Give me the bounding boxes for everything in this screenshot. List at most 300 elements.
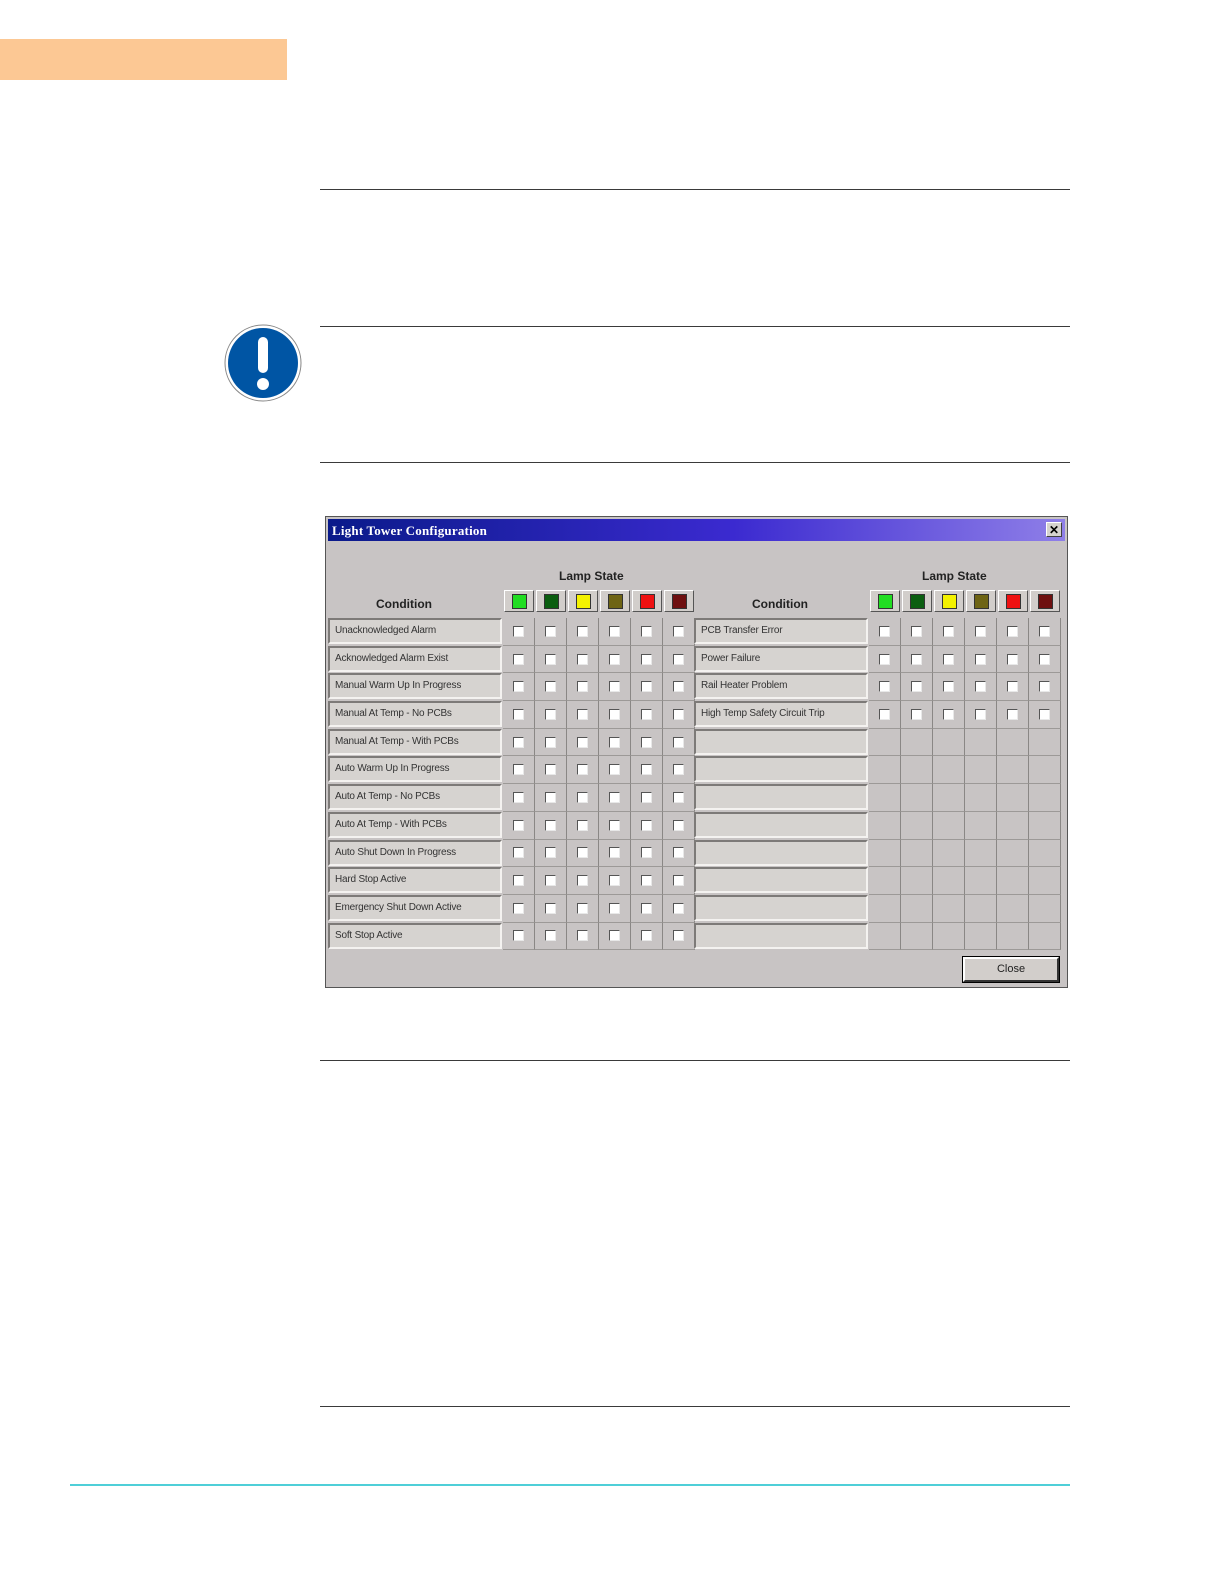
lamp-cell xyxy=(567,840,599,868)
lamp-cell xyxy=(901,729,933,757)
lamp-checkbox[interactable] xyxy=(577,875,588,886)
lamp-checkbox[interactable] xyxy=(641,903,652,914)
lamp-cell xyxy=(567,673,599,701)
lamp-checkbox[interactable] xyxy=(513,654,524,665)
lamp-cell xyxy=(663,840,695,868)
lamp-cell xyxy=(933,923,965,951)
lamp-cell xyxy=(535,840,567,868)
lamp-checkbox[interactable] xyxy=(545,875,556,886)
lamp-cell xyxy=(663,673,695,701)
lamp-checkbox[interactable] xyxy=(673,764,684,775)
lamp-cell xyxy=(997,867,1029,895)
lamp-checkbox[interactable] xyxy=(577,737,588,748)
lamp-color-5 xyxy=(632,590,662,612)
lamp-cell xyxy=(933,812,965,840)
lamp-checkbox[interactable] xyxy=(1007,681,1018,692)
lamp-cell xyxy=(901,701,933,729)
lamp-cell xyxy=(869,840,901,868)
lamp-checkbox[interactable] xyxy=(609,737,620,748)
lamp-cell xyxy=(599,673,631,701)
condition-label xyxy=(694,784,868,810)
lamp-checkbox[interactable] xyxy=(513,764,524,775)
lamp-checkbox[interactable] xyxy=(879,626,890,637)
lamp-cell xyxy=(965,701,997,729)
condition-label xyxy=(694,895,868,921)
lamp-cell xyxy=(503,618,535,646)
lamp-checkbox[interactable] xyxy=(641,764,652,775)
lamp-cell xyxy=(1029,729,1061,757)
lamp-cell xyxy=(535,729,567,757)
lamp-cell xyxy=(631,784,663,812)
lamp-checkbox[interactable] xyxy=(673,681,684,692)
lamp-cell xyxy=(1029,701,1061,729)
condition-header: Condition xyxy=(752,597,808,611)
lamp-state-header: Lamp State xyxy=(922,569,987,583)
light-tower-dialog xyxy=(325,516,1068,988)
condition-label: Rail Heater Problem xyxy=(694,673,868,699)
lamp-checkbox[interactable] xyxy=(879,709,890,720)
lamp-checkbox[interactable] xyxy=(609,820,620,831)
lamp-cell xyxy=(599,840,631,868)
lamp-color-4 xyxy=(966,590,996,612)
lamp-checkbox[interactable] xyxy=(609,792,620,803)
lamp-color-row xyxy=(870,590,1062,612)
lamp-cell xyxy=(933,840,965,868)
lamp-cell xyxy=(965,784,997,812)
condition-label: Power Failure xyxy=(694,646,868,672)
lamp-color-4 xyxy=(600,590,630,612)
condition-label: High Temp Safety Circuit Trip xyxy=(694,701,868,727)
lamp-cell xyxy=(997,784,1029,812)
page-tab-marker xyxy=(0,39,287,80)
lamp-cell xyxy=(869,895,901,923)
lamp-cell xyxy=(901,618,933,646)
lamp-checkbox[interactable] xyxy=(609,847,620,858)
lamp-checkbox[interactable] xyxy=(673,792,684,803)
lamp-checkbox[interactable] xyxy=(545,764,556,775)
condition-row xyxy=(328,618,695,646)
divider xyxy=(320,1060,1070,1061)
divider xyxy=(320,462,1070,463)
condition-row xyxy=(694,756,1061,784)
condition-label: Auto Shut Down In Progress xyxy=(328,840,502,866)
lamp-checkbox[interactable] xyxy=(513,875,524,886)
lamp-checkbox[interactable] xyxy=(673,626,684,637)
condition-row xyxy=(328,784,695,812)
lamp-checkbox[interactable] xyxy=(513,792,524,803)
condition-row xyxy=(328,867,695,895)
lamp-cell xyxy=(1029,673,1061,701)
divider xyxy=(320,326,1070,327)
lamp-checkbox[interactable] xyxy=(1039,654,1050,665)
condition-row xyxy=(328,840,695,868)
lamp-checkbox[interactable] xyxy=(641,820,652,831)
lamp-cell xyxy=(1029,840,1061,868)
lamp-cell xyxy=(663,701,695,729)
lamp-checkbox[interactable] xyxy=(609,654,620,665)
lamp-checkbox[interactable] xyxy=(943,709,954,720)
lamp-color-3 xyxy=(934,590,964,612)
condition-row xyxy=(328,646,695,674)
condition-label: Auto At Temp - No PCBs xyxy=(328,784,502,810)
lamp-cell xyxy=(535,618,567,646)
lamp-cell xyxy=(997,840,1029,868)
lamp-cell xyxy=(965,618,997,646)
condition-label xyxy=(694,756,868,782)
lamp-checkbox[interactable] xyxy=(879,654,890,665)
lamp-cell xyxy=(901,756,933,784)
lamp-checkbox[interactable] xyxy=(975,654,986,665)
condition-label: Unacknowledged Alarm xyxy=(328,618,502,644)
lamp-swatch xyxy=(640,594,655,609)
lamp-checkbox[interactable] xyxy=(641,654,652,665)
lamp-swatch xyxy=(544,594,559,609)
exclamation-warning-icon xyxy=(224,324,302,402)
lamp-cell xyxy=(631,646,663,674)
condition-row xyxy=(328,673,695,701)
condition-label: Manual At Temp - With PCBs xyxy=(328,729,502,755)
lamp-cell xyxy=(631,618,663,646)
lamp-cell xyxy=(965,840,997,868)
lamp-checkbox[interactable] xyxy=(513,820,524,831)
lamp-cell xyxy=(503,895,535,923)
lamp-swatch xyxy=(878,594,893,609)
lamp-cell xyxy=(901,784,933,812)
lamp-cell xyxy=(503,673,535,701)
condition-label: Hard Stop Active xyxy=(328,867,502,893)
lamp-color-3 xyxy=(568,590,598,612)
lamp-checkbox[interactable] xyxy=(911,626,922,637)
lamp-checkbox[interactable] xyxy=(545,792,556,803)
lamp-cell xyxy=(503,784,535,812)
condition-row xyxy=(694,673,1061,701)
condition-label xyxy=(694,729,868,755)
lamp-checkbox[interactable] xyxy=(641,626,652,637)
lamp-cell xyxy=(567,701,599,729)
lamp-checkbox[interactable] xyxy=(577,930,588,941)
lamp-checkbox[interactable] xyxy=(609,903,620,914)
lamp-checkbox[interactable] xyxy=(545,903,556,914)
lamp-cell xyxy=(567,812,599,840)
lamp-cell xyxy=(869,812,901,840)
lamp-color-5 xyxy=(998,590,1028,612)
lamp-checkbox[interactable] xyxy=(673,930,684,941)
lamp-checkbox[interactable] xyxy=(545,626,556,637)
lamp-cell xyxy=(869,701,901,729)
lamp-checkbox[interactable] xyxy=(641,792,652,803)
condition-row xyxy=(328,701,695,729)
lamp-checkbox[interactable] xyxy=(577,792,588,803)
lamp-cell xyxy=(535,923,567,951)
condition-label xyxy=(694,812,868,838)
lamp-cell xyxy=(965,923,997,951)
lamp-cell xyxy=(535,784,567,812)
lamp-checkbox[interactable] xyxy=(577,903,588,914)
lamp-cell xyxy=(901,867,933,895)
lamp-checkbox[interactable] xyxy=(609,626,620,637)
lamp-cell xyxy=(535,673,567,701)
lamp-checkbox[interactable] xyxy=(577,847,588,858)
lamp-cell xyxy=(503,923,535,951)
lamp-cell xyxy=(1029,646,1061,674)
lamp-checkbox[interactable] xyxy=(943,626,954,637)
lamp-checkbox[interactable] xyxy=(673,847,684,858)
lamp-cell xyxy=(965,812,997,840)
lamp-checkbox[interactable] xyxy=(577,764,588,775)
lamp-checkbox[interactable] xyxy=(513,903,524,914)
lamp-cell xyxy=(869,867,901,895)
lamp-checkbox[interactable] xyxy=(673,737,684,748)
lamp-cell xyxy=(869,646,901,674)
lamp-cell xyxy=(1029,618,1061,646)
lamp-checkbox[interactable] xyxy=(673,709,684,720)
lamp-checkbox[interactable] xyxy=(577,820,588,831)
lamp-cell xyxy=(997,729,1029,757)
lamp-cell xyxy=(663,646,695,674)
lamp-swatch xyxy=(672,594,687,609)
lamp-cell xyxy=(631,840,663,868)
condition-label: Acknowledged Alarm Exist xyxy=(328,646,502,672)
lamp-checkbox[interactable] xyxy=(673,820,684,831)
lamp-cell xyxy=(631,729,663,757)
lamp-cell xyxy=(503,646,535,674)
condition-row xyxy=(328,923,695,951)
dialog-titlebar xyxy=(328,519,1065,541)
lamp-cell xyxy=(933,618,965,646)
lamp-cell xyxy=(997,673,1029,701)
lamp-checkbox[interactable] xyxy=(943,681,954,692)
lamp-checkbox[interactable] xyxy=(609,709,620,720)
lamp-checkbox[interactable] xyxy=(975,709,986,720)
lamp-checkbox[interactable] xyxy=(513,626,524,637)
lamp-checkbox[interactable] xyxy=(673,875,684,886)
condition-label: Auto Warm Up In Progress xyxy=(328,756,502,782)
lamp-color-1 xyxy=(504,590,534,612)
lamp-cell xyxy=(997,923,1029,951)
lamp-checkbox[interactable] xyxy=(1007,709,1018,720)
lamp-cell xyxy=(631,812,663,840)
lamp-cell xyxy=(965,673,997,701)
lamp-cell xyxy=(599,923,631,951)
lamp-checkbox[interactable] xyxy=(641,737,652,748)
lamp-cell xyxy=(901,812,933,840)
lamp-checkbox[interactable] xyxy=(673,654,684,665)
lamp-cell xyxy=(535,895,567,923)
lamp-checkbox[interactable] xyxy=(641,930,652,941)
lamp-cell xyxy=(869,618,901,646)
condition-label xyxy=(694,923,868,949)
lamp-swatch xyxy=(942,594,957,609)
lamp-cell xyxy=(901,923,933,951)
lamp-cell xyxy=(997,618,1029,646)
lamp-checkbox[interactable] xyxy=(577,681,588,692)
lamp-cell xyxy=(599,784,631,812)
lamp-checkbox[interactable] xyxy=(513,930,524,941)
lamp-cell xyxy=(869,729,901,757)
lamp-cell xyxy=(933,756,965,784)
lamp-checkbox[interactable] xyxy=(641,709,652,720)
lamp-cell xyxy=(567,618,599,646)
lamp-cell xyxy=(663,618,695,646)
lamp-cell xyxy=(599,646,631,674)
lamp-checkbox[interactable] xyxy=(545,709,556,720)
lamp-checkbox[interactable] xyxy=(911,709,922,720)
condition-row xyxy=(694,784,1061,812)
lamp-cell xyxy=(631,673,663,701)
lamp-cell xyxy=(567,756,599,784)
condition-header: Condition xyxy=(376,597,432,611)
lamp-cell xyxy=(997,701,1029,729)
lamp-cell xyxy=(1029,923,1061,951)
lamp-checkbox[interactable] xyxy=(545,681,556,692)
lamp-cell xyxy=(965,729,997,757)
dialog-title: Light Tower Configuration xyxy=(332,523,488,538)
lamp-color-2 xyxy=(902,590,932,612)
condition-label: Manual At Temp - No PCBs xyxy=(328,701,502,727)
lamp-cell xyxy=(663,729,695,757)
lamp-cell xyxy=(869,784,901,812)
condition-label: Emergency Shut Down Active xyxy=(328,895,502,921)
lamp-checkbox[interactable] xyxy=(1007,626,1018,637)
lamp-cell xyxy=(567,895,599,923)
lamp-color-6 xyxy=(664,590,694,612)
lamp-color-6 xyxy=(1030,590,1060,612)
lamp-cell xyxy=(631,756,663,784)
lamp-cell xyxy=(965,867,997,895)
lamp-cell xyxy=(663,895,695,923)
lamp-swatch xyxy=(910,594,925,609)
lamp-checkbox[interactable] xyxy=(577,626,588,637)
lamp-cell xyxy=(933,701,965,729)
lamp-cell xyxy=(869,673,901,701)
lamp-checkbox[interactable] xyxy=(513,681,524,692)
lamp-cell xyxy=(503,756,535,784)
lamp-cell xyxy=(535,867,567,895)
divider xyxy=(320,189,1070,190)
lamp-checkbox[interactable] xyxy=(673,903,684,914)
lamp-cell xyxy=(997,756,1029,784)
lamp-color-1 xyxy=(870,590,900,612)
lamp-checkbox[interactable] xyxy=(545,737,556,748)
lamp-cell xyxy=(535,812,567,840)
lamp-checkbox[interactable] xyxy=(513,737,524,748)
lamp-cell xyxy=(663,867,695,895)
lamp-checkbox[interactable] xyxy=(975,626,986,637)
lamp-checkbox[interactable] xyxy=(943,654,954,665)
lamp-cell xyxy=(869,923,901,951)
lamp-cell xyxy=(1029,784,1061,812)
lamp-checkbox[interactable] xyxy=(641,875,652,886)
lamp-cell xyxy=(663,784,695,812)
condition-row xyxy=(328,812,695,840)
lamp-cell xyxy=(997,812,1029,840)
lamp-cell xyxy=(599,895,631,923)
lamp-checkbox[interactable] xyxy=(513,709,524,720)
lamp-cell xyxy=(1029,812,1061,840)
lamp-checkbox[interactable] xyxy=(545,847,556,858)
lamp-checkbox[interactable] xyxy=(641,681,652,692)
lamp-cell xyxy=(933,729,965,757)
lamp-checkbox[interactable] xyxy=(1039,626,1050,637)
lamp-checkbox[interactable] xyxy=(545,654,556,665)
condition-row xyxy=(694,895,1061,923)
lamp-checkbox[interactable] xyxy=(609,930,620,941)
lamp-cell xyxy=(599,756,631,784)
lamp-cell xyxy=(933,867,965,895)
lamp-checkbox[interactable] xyxy=(1007,654,1018,665)
lamp-checkbox[interactable] xyxy=(1039,681,1050,692)
condition-row xyxy=(694,867,1061,895)
close-icon[interactable]: ✕ xyxy=(1046,522,1062,537)
lamp-checkbox[interactable] xyxy=(577,654,588,665)
lamp-checkbox[interactable] xyxy=(911,681,922,692)
lamp-checkbox[interactable] xyxy=(879,681,890,692)
footer-rule xyxy=(70,1484,1070,1486)
lamp-checkbox[interactable] xyxy=(513,847,524,858)
lamp-cell xyxy=(901,646,933,674)
lamp-cell xyxy=(503,812,535,840)
lamp-cell xyxy=(599,812,631,840)
lamp-checkbox[interactable] xyxy=(609,681,620,692)
lamp-cell xyxy=(965,646,997,674)
lamp-cell xyxy=(901,840,933,868)
lamp-checkbox[interactable] xyxy=(577,709,588,720)
lamp-cell xyxy=(503,701,535,729)
lamp-checkbox[interactable] xyxy=(545,820,556,831)
condition-row xyxy=(694,701,1061,729)
condition-row xyxy=(328,756,695,784)
lamp-checkbox[interactable] xyxy=(641,847,652,858)
lamp-cell xyxy=(933,895,965,923)
lamp-cell xyxy=(663,812,695,840)
lamp-checkbox[interactable] xyxy=(911,654,922,665)
condition-label: PCB Transfer Error xyxy=(694,618,868,644)
condition-row xyxy=(694,812,1061,840)
lamp-cell xyxy=(869,756,901,784)
lamp-cell xyxy=(599,701,631,729)
lamp-cell xyxy=(599,867,631,895)
lamp-cell xyxy=(503,840,535,868)
lamp-cell xyxy=(933,673,965,701)
lamp-cell xyxy=(567,729,599,757)
lamp-swatch xyxy=(608,594,623,609)
lamp-checkbox[interactable] xyxy=(609,875,620,886)
lamp-checkbox[interactable] xyxy=(545,930,556,941)
condition-rows xyxy=(328,618,695,950)
lamp-checkbox[interactable] xyxy=(1039,709,1050,720)
condition-row xyxy=(328,729,695,757)
lamp-cell xyxy=(567,867,599,895)
lamp-cell xyxy=(663,923,695,951)
lamp-color-row xyxy=(504,590,696,612)
lamp-checkbox[interactable] xyxy=(609,764,620,775)
lamp-cell xyxy=(599,729,631,757)
condition-row xyxy=(694,923,1061,951)
condition-label: Manual Warm Up In Progress xyxy=(328,673,502,699)
condition-row xyxy=(694,729,1061,757)
close-button[interactable]: Close xyxy=(963,957,1059,982)
lamp-cell xyxy=(567,646,599,674)
lamp-cell xyxy=(535,701,567,729)
condition-label xyxy=(694,840,868,866)
lamp-cell xyxy=(1029,756,1061,784)
lamp-checkbox[interactable] xyxy=(975,681,986,692)
condition-row xyxy=(694,840,1061,868)
lamp-swatch xyxy=(1038,594,1053,609)
lamp-cell xyxy=(663,756,695,784)
lamp-cell xyxy=(535,756,567,784)
lamp-color-2 xyxy=(536,590,566,612)
